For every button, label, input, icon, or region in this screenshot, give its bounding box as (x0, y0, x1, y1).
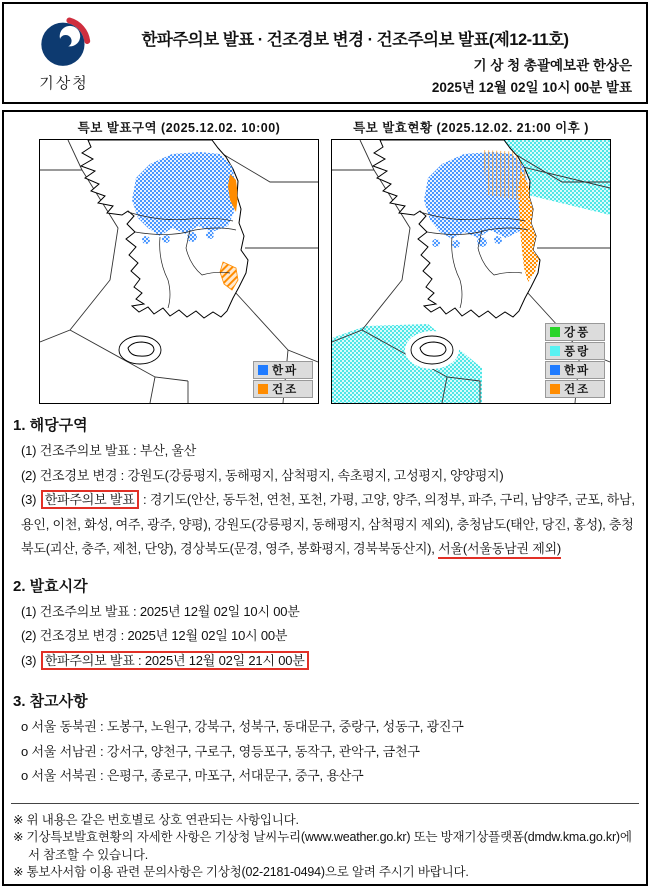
footnote: ※ 통보사서함 이용 관련 문의사항은 기상청(02-2181-0494)으로 알려 주시기 바랍니다. (13, 865, 469, 879)
cold-wave-patch (162, 235, 170, 243)
section-reference-notes (13, 690, 637, 789)
dry-color-chip (258, 384, 268, 394)
section-title: 1. 해당구역 (13, 417, 88, 434)
right-map-title: 특보 발효현황 (2025.12.02. 21:00 이후 ) (353, 121, 589, 135)
legend-label: 풍랑 (564, 346, 591, 358)
cold-wave-issue-highlight: 한파주의보 발표 (41, 490, 139, 509)
section-title: 3. 참고사항 (13, 693, 88, 710)
list-item: (1) 건조주의보 발표 : 2025년 12월 02일 10시 00분 (21, 603, 300, 619)
issuer-name: 기 상 청 총괄예보관 한상은 (473, 58, 632, 73)
kma-logo-block (24, 14, 104, 93)
seoul-exclusion-highlight: 서울(서울동남권 제외) (438, 541, 561, 559)
list-item (13, 649, 637, 674)
issued-timestamp: 2025년 12월 02일 10시 00분 발표 (431, 80, 632, 95)
strong-wind-color-chip (550, 327, 560, 337)
legend-label: 건조 (272, 384, 299, 396)
item-number: (3) (21, 492, 40, 507)
cold-wave-time-highlight: 한파주의보 발표 : 2025년 12월 02일 21시 00분 (41, 651, 309, 670)
item-body: : 경기도(안산, 동두천, 연천, 포천, 가평, 고양, 양주, 의정부, 파주, 구리, 남양주, 군포, 하남, 용인, 이천, 화성, 여주, 광주, 양평), 강원도(강릉평지, 동해평지, 삼척평지 제외), 충청남도(태안, 당진, 홍성), 충청북도(괴산, 충주, 제천, 단양), 경상북도(문경, 영주, 봉화평지, 경북북동산지), (21, 492, 635, 556)
legend-item-cold-wave (545, 361, 605, 379)
logo-navy-curl (60, 35, 72, 47)
legend-label: 한파 (272, 365, 299, 377)
list-item: o 서울 동북권 : 도봉구, 노원구, 강북구, 성북구, 동대문구, 중랑구, 성동구, 광진구 (21, 719, 464, 734)
header-box (2, 2, 648, 104)
section-affected-areas (13, 414, 637, 562)
page-title: 한파주의보 발표 · 건조경보 변경 · 건조주의보 발표(제12-11호) (141, 31, 569, 49)
list-item: o 서울 서북권 : 은평구, 종로구, 마포구, 서대문구, 중구, 용산구 (21, 768, 364, 783)
jeju-island (405, 331, 459, 369)
legend-item-strong-wind (545, 323, 605, 341)
list-item: (2) 건조경보 변경 : 강원도(강릉평지, 동해평지, 삼척평지, 속초평지, 고성평지, 양양평지) (21, 467, 504, 483)
legend-label: 강풍 (564, 327, 591, 339)
cold-wave-patch (206, 231, 214, 239)
cold-wave-color-chip (258, 365, 268, 375)
dry-color-chip (550, 384, 560, 394)
content-box (2, 110, 648, 886)
high-seas-color-chip (550, 346, 560, 356)
agency-label: 기상청 (39, 75, 89, 92)
map-panel-in-effect (331, 118, 611, 404)
legend-item-high-seas (545, 342, 605, 360)
cold-wave-patch (452, 240, 460, 248)
legend-item-cold-wave (253, 361, 313, 379)
list-item: (2) 건조경보 변경 : 2025년 12월 02일 10시 00분 (21, 628, 288, 643)
legend-label: 건조 (564, 384, 591, 396)
list-item: (1) 건조주의보 발표 : 부산, 울산 (21, 443, 197, 458)
cold-wave-patch (432, 239, 440, 247)
jeju-island (119, 336, 161, 364)
right-map-legend (545, 323, 605, 398)
cold-wave-patch (142, 236, 150, 244)
left-map-title: 특보 발표구역 (2025.12.02. 10:00) (77, 121, 281, 135)
item-number: (3) (21, 652, 40, 668)
list-item: o 서울 서남권 : 강서구, 양천구, 구로구, 영등포구, 동작구, 관악구, 금천구 (21, 743, 420, 759)
legend-item-dry (545, 380, 605, 398)
body-text-column (13, 414, 637, 882)
legend-label: 한파 (564, 365, 591, 377)
section-title: 2. 발효시각 (13, 577, 88, 595)
footnote: ※ 위 내용은 같은 번호별로 상호 연관되는 사항입니다. (13, 812, 299, 827)
list-item (13, 488, 637, 562)
kma-logo-icon (37, 14, 91, 68)
map-panel-issued-areas (39, 118, 319, 404)
right-map-frame (331, 139, 611, 404)
cold-wave-patch (494, 236, 502, 244)
legend-item-dry (253, 380, 313, 398)
footnote: ※ 기상특보발효현황의 자세한 사항은 기상청 날씨누리(www.weather.go.kr) 또는 방재기상플랫폼(dmdw.kma.go.kr)에서 참조할 수 있습니다. (13, 830, 632, 862)
footer-separator (11, 803, 639, 804)
section-effective-times (13, 575, 637, 674)
left-map-legend (253, 361, 313, 398)
left-map-frame (39, 139, 319, 404)
cold-wave-color-chip (550, 365, 560, 375)
